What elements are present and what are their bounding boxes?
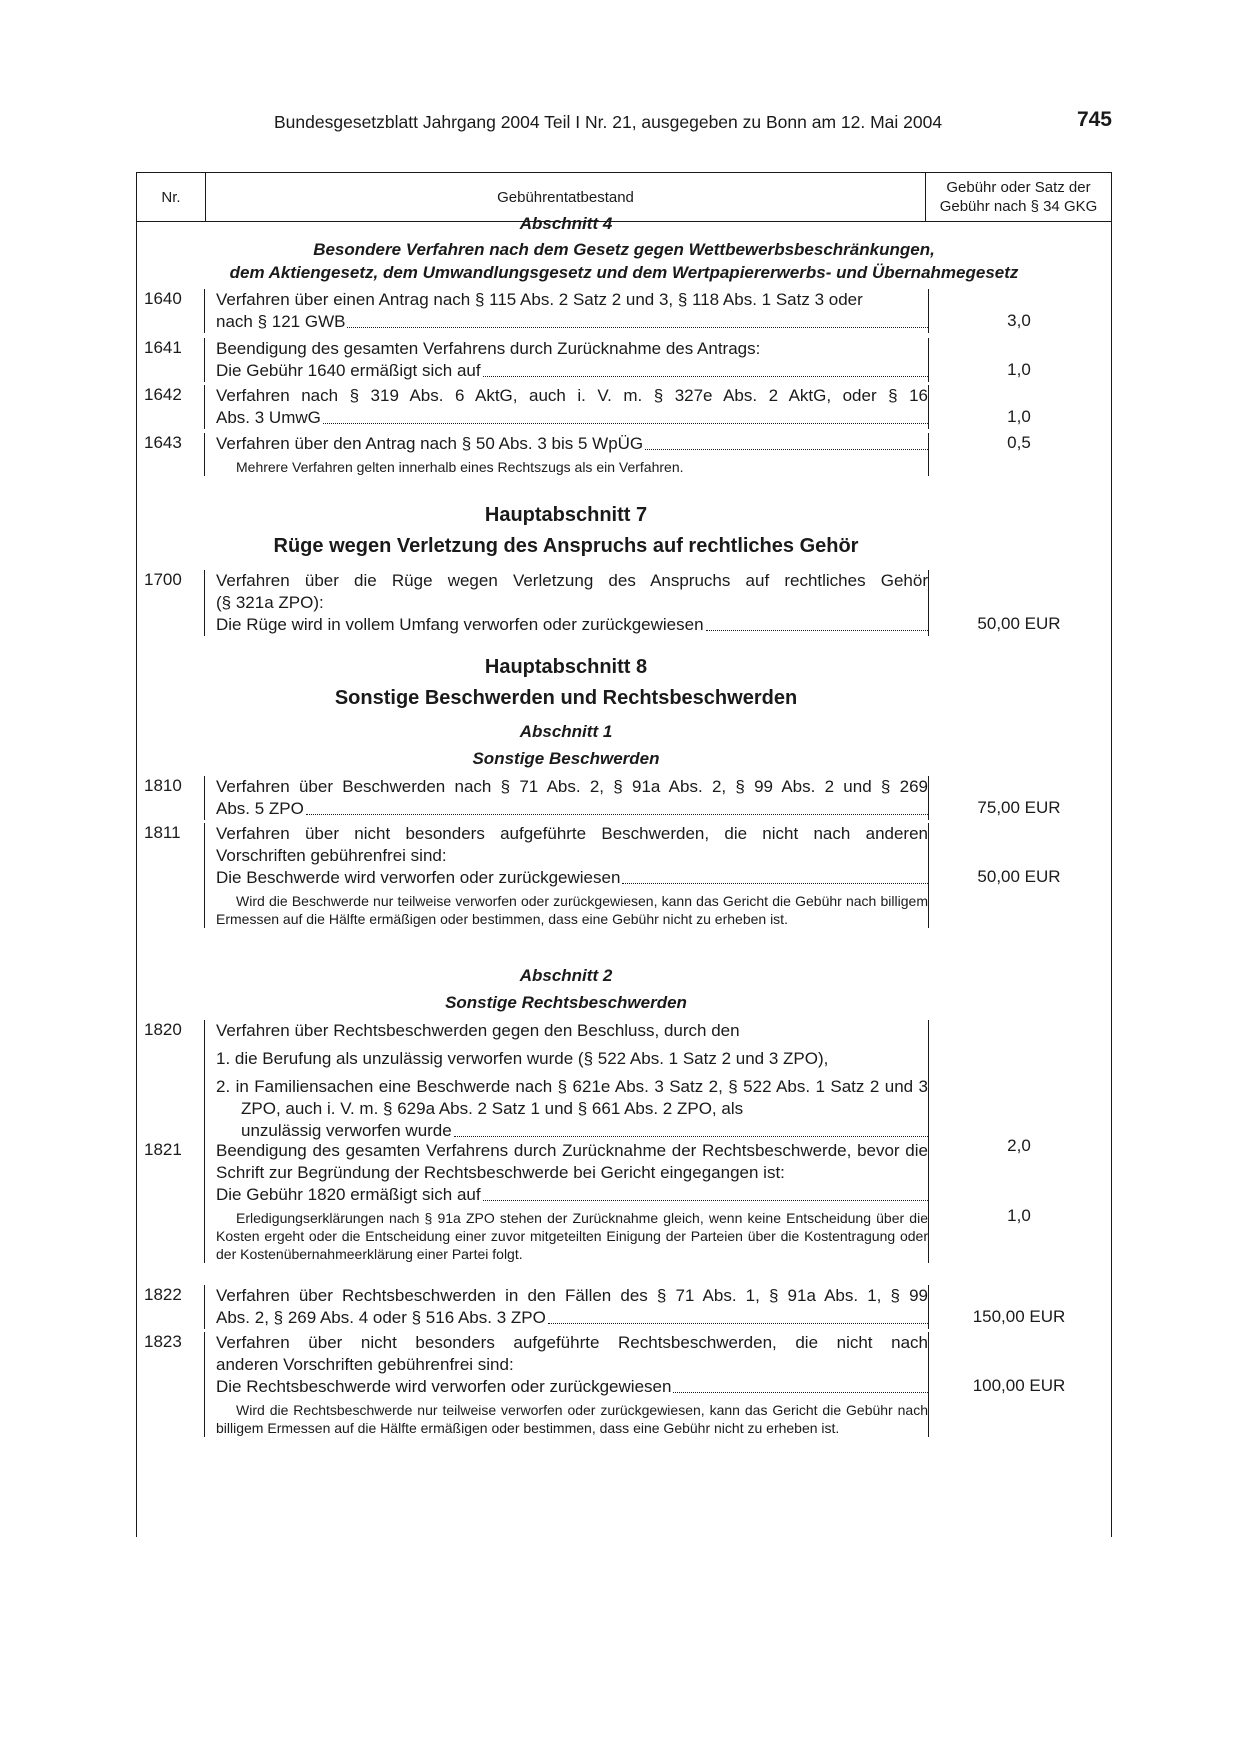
entry-line: Die Beschwerde wird verworfen oder zurückgewiesen (216, 868, 621, 887)
entry-line: (§ 321a ZPO): (216, 593, 324, 612)
entry-line: nach § 121 GWB (216, 312, 346, 331)
entry-fee: 0,5 (1007, 433, 1031, 452)
entry-line: Verfahren nach § 319 Abs. 6 AktG, auch i. V. m. § 327e Abs. 2 AktG, oder § 16 (216, 386, 928, 405)
list-item: unzulässig verworfen wurde (241, 1121, 452, 1140)
entry-fee: 1,0 (1007, 360, 1031, 379)
entry-note: Erledigungserklärungen nach § 91a ZPO stehen der Zurücknahme gleich, wenn keine Entscheidung über die Kosten ergeht oder die Entscheidung einer zuvor mitgeteilten Einigung der Parteien über die Kostentragung oder der Kostenübernahmeerklärung einer Partei folgt. (216, 1210, 928, 1262)
entry-text (204, 570, 929, 636)
entry-fee: 50,00 EUR (977, 867, 1061, 886)
entry-number: 1820 (144, 1020, 182, 1039)
entry-text (204, 1285, 929, 1329)
entry-line: Beendigung des gesamten Verfahrens durch Zurücknahme des Antrags: (216, 339, 761, 358)
entry-text (204, 776, 929, 820)
page-header (136, 108, 1112, 138)
entry-number: 1642 (144, 385, 182, 404)
entry-line: Verfahren über einen Antrag nach § 115 Abs. 2 Satz 2 und 3, § 118 Abs. 1 Satz 3 oder (216, 290, 863, 309)
entry-line: Die Gebühr 1820 ermäßigt sich auf (216, 1185, 481, 1204)
entry-line: Die Rechtsbeschwerde wird verworfen oder zurückgewiesen (216, 1377, 672, 1396)
entry-text (204, 433, 929, 476)
entry-number: 1700 (144, 570, 182, 589)
page-number: 745 (1076, 108, 1112, 131)
list-item: 1. die Berufung als unzulässig verworfen wurde (§ 522 Abs. 1 Satz 2 und 3 ZPO), (216, 1049, 829, 1068)
entry-line: Abs. 3 UmwG (216, 408, 321, 427)
entry-number: 1810 (144, 776, 182, 795)
entry-text (204, 1140, 929, 1263)
entry-text (204, 289, 929, 333)
entry-number: 1822 (144, 1285, 182, 1304)
section-heading: Abschnitt 4 (519, 214, 613, 233)
entry-fee: 50,00 EUR (977, 614, 1061, 633)
entry-text (204, 823, 929, 928)
fee-table (136, 172, 1112, 1660)
entry-fee: 100,00 EUR (972, 1376, 1066, 1395)
section-heading: Abschnitt 2 (519, 966, 613, 985)
list-item: 2. in Familiensachen eine Beschwerde nach § 621e Abs. 3 Satz 2, § 522 Abs. 1 Satz 2 und 3 ZPO, auch i. V. m. § 629a Abs. 2 Satz 1 und § 661 Abs. 2 ZPO, als (216, 1077, 928, 1118)
entry-number: 1641 (144, 338, 182, 357)
entry-fee: 1,0 (1007, 1206, 1031, 1225)
main-section-heading: Hauptabschnitt 7 (484, 504, 648, 526)
section-subheading: Besondere Verfahren nach dem Gesetz gegen Wettbewerbsbeschränkungen, (313, 240, 935, 259)
entry-line: Verfahren über nicht besonders aufgeführte Beschwerden, die nicht nach anderen (216, 824, 928, 843)
entry-line: Verfahren über Beschwerden nach § 71 Abs. 2, § 91a Abs. 2, § 99 Abs. 2 und § 269 (216, 777, 928, 796)
main-section-title: Rüge wegen Verletzung des Anspruchs auf rechtliches Gehör (273, 535, 859, 557)
section-subheading: Sonstige Rechtsbeschwerden (445, 993, 687, 1012)
entry-note: Wird die Rechtsbeschwerde nur teilweise verworfen oder zurückgewiesen, kann das Gericht die Gebühr nach billigem Ermessen auf die Hälfte ermäßigen oder bestimmen, dass eine Gebühr nicht zu erheben ist. (216, 1402, 928, 1436)
section-subheading: Sonstige Beschwerden (472, 749, 660, 768)
entry-note: Mehrere Verfahren gelten innerhalb eines Rechtszugs als ein Verfahren. (236, 459, 684, 475)
gazette-title: Bundesgesetzblatt Jahrgang 2004 Teil I Nr. 21, ausgegeben zu Bonn am 12. Mai 2004 (274, 112, 943, 132)
entry-line: Vorschriften gebührenfrei sind: (216, 846, 447, 865)
col-header-tatbestand: Gebührentatbestand (206, 173, 926, 221)
entry-number: 1640 (144, 289, 182, 308)
entry-line: Die Gebühr 1640 ermäßigt sich auf (216, 361, 481, 380)
entry-line: Verfahren über Rechtsbeschwerden gegen den Beschluss, durch den (216, 1021, 740, 1040)
entry-line: Verfahren über den Antrag nach § 50 Abs. 3 bis 5 WpÜG (216, 434, 644, 453)
entry-line: anderen Vorschriften gebührenfrei sind: (216, 1355, 514, 1374)
entry-fee: 1,0 (1007, 407, 1031, 426)
main-section-title: Sonstige Beschwerden und Rechtsbeschwerden (334, 687, 798, 709)
entry-fee: 75,00 EUR (977, 798, 1061, 817)
entry-line: Abs. 5 ZPO (216, 799, 304, 818)
entry-line: Verfahren über nicht besonders aufgeführte Rechtsbeschwerden, die nicht nach (216, 1333, 928, 1352)
col-header-gebuehr: Gebühr oder Satz der Gebühr nach § 34 GKG (939, 179, 1098, 215)
entry-fee: 2,0 (1007, 1136, 1031, 1155)
entry-line: Die Rüge wird in vollem Umfang verworfen oder zurückgewiesen (216, 615, 704, 634)
entry-number: 1643 (144, 433, 182, 452)
entry-text (204, 385, 929, 429)
entry-fee: 150,00 EUR (972, 1307, 1066, 1326)
col-header-nr: Nr. (137, 173, 206, 221)
entry-number: 1821 (144, 1140, 182, 1159)
entry-line: Verfahren über die Rüge wegen Verletzung des Anspruchs auf rechtliches Gehör (216, 571, 928, 590)
section-subheading: dem Aktiengesetz, dem Umwandlungsgesetz und dem Wertpapiererwerbs- und Übernahmegesetz (229, 263, 1019, 282)
entry-fee: 3,0 (1007, 311, 1031, 330)
table-border-left (136, 221, 137, 1537)
entry-text (204, 1020, 929, 1142)
entry-note: Wird die Beschwerde nur teilweise verworfen oder zurückgewiesen, kann das Gericht die Gebühr nach billigem Ermessen auf die Hälfte ermäßigen oder bestimmen, dass eine Gebühr nicht zu erheben ist. (216, 893, 928, 927)
entry-number: 1811 (144, 823, 181, 842)
entry-number: 1823 (144, 1332, 182, 1351)
entry-text (204, 338, 929, 382)
entry-text (204, 1332, 929, 1437)
entry-line: Verfahren über Rechtsbeschwerden in den Fällen des § 71 Abs. 1, § 91a Abs. 1, § 99 (216, 1286, 928, 1305)
section-heading: Abschnitt 1 (519, 722, 613, 741)
main-section-heading: Hauptabschnitt 8 (484, 656, 648, 678)
entry-line: Abs. 2, § 269 Abs. 4 oder § 516 Abs. 3 ZPO (216, 1308, 546, 1327)
entry-line: Beendigung des gesamten Verfahrens durch Zurücknahme der Rechtsbeschwerde, bevor die Schrift zur Begründung der Rechtsbeschwerde bei Gericht eingegangen ist: (216, 1141, 928, 1182)
